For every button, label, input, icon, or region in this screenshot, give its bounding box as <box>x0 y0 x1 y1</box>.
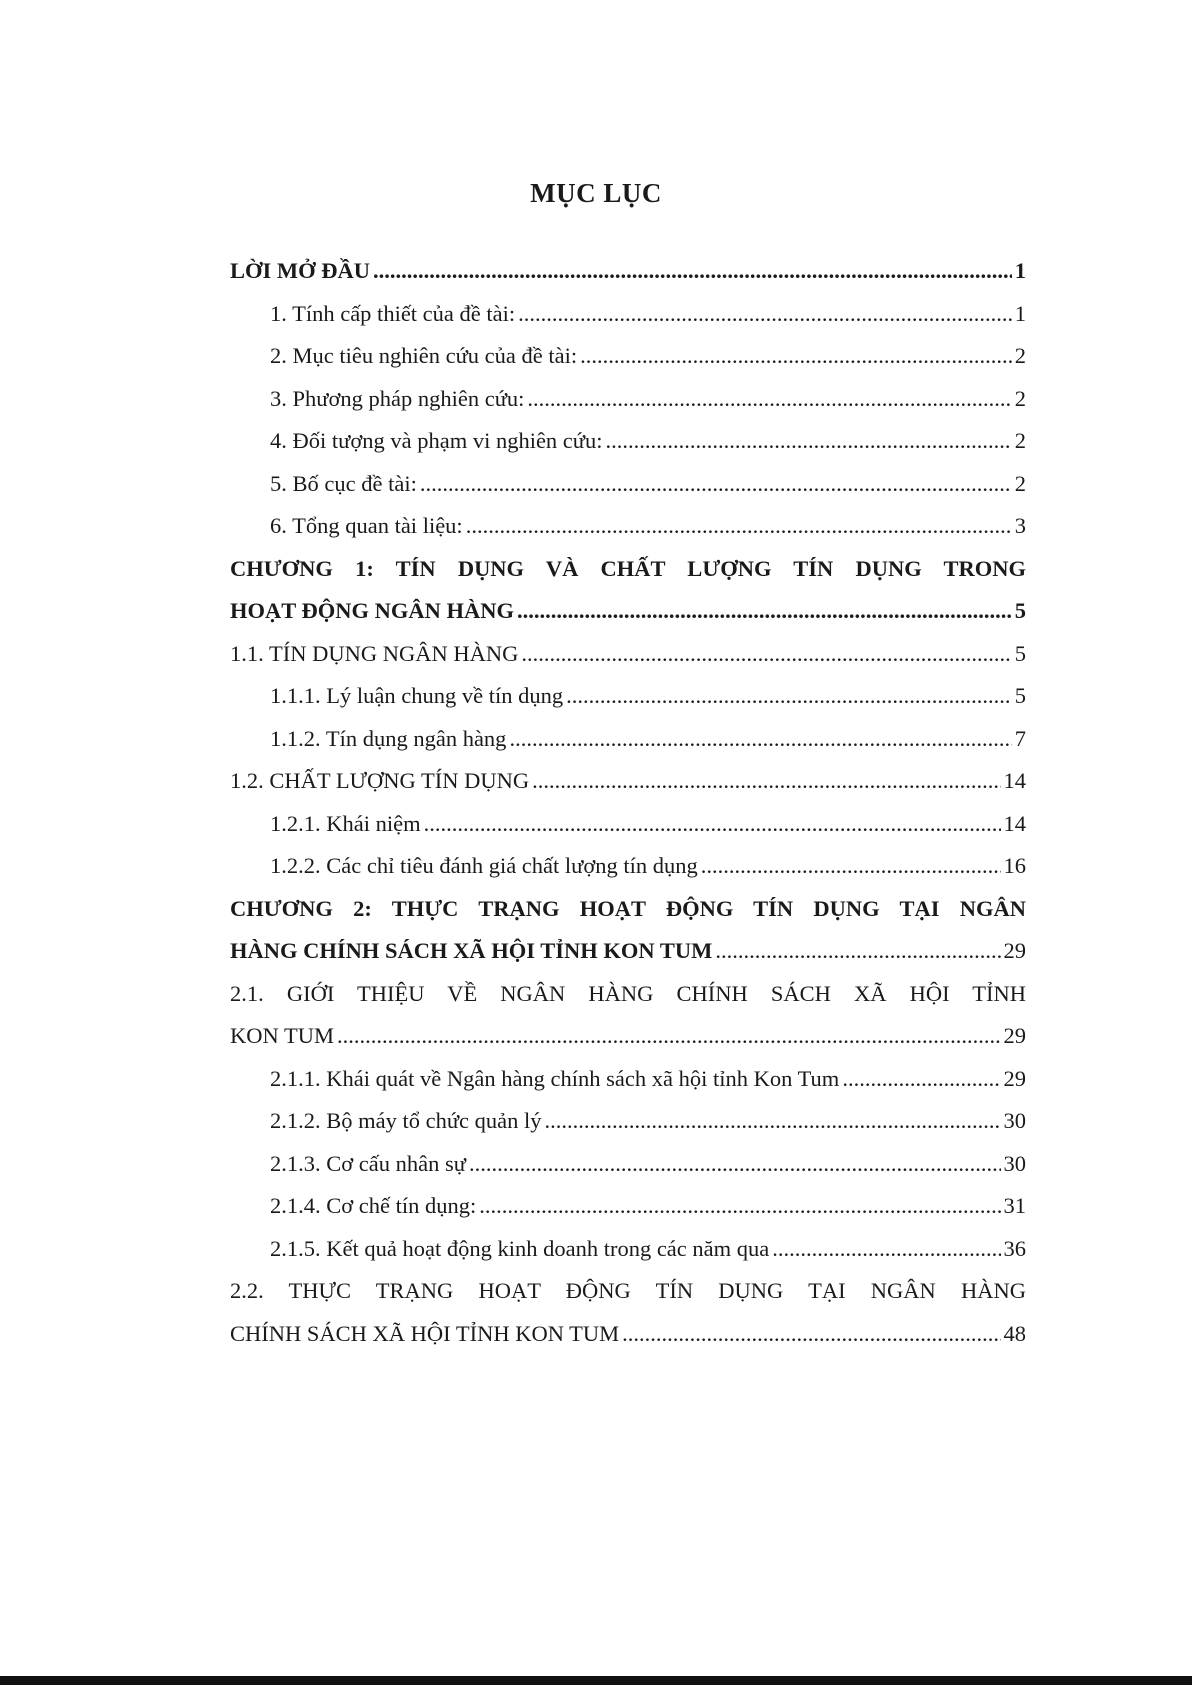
toc-entry-text: 1.1.2. Tín dụng ngân hàng <box>270 725 507 751</box>
toc-entry[interactable] <box>230 293 1026 336</box>
toc-entry-text: 2. Mục tiêu nghiên cứu của đề tài: <box>270 343 578 368</box>
toc-entry-text: 4. Đối tượng và phạm vi nghiên cứu: <box>270 428 603 453</box>
dot-leader <box>517 590 1012 633</box>
toc-page-number: 1 <box>1014 258 1026 283</box>
dot-leader <box>373 250 1012 293</box>
toc-entry[interactable] <box>230 675 1026 718</box>
toc-entry[interactable] <box>230 845 1026 888</box>
toc-entry-text: 2.1.3. Cơ cấu nhân sự <box>270 1150 466 1176</box>
toc-entry[interactable] <box>230 463 1026 506</box>
dot-leader <box>622 1313 1000 1356</box>
dot-leader <box>772 1228 1000 1271</box>
toc-entry-text: 2.1.1. Khái quát về Ngân hàng chính sách xã hội tỉnh Kon Tum <box>270 1065 840 1091</box>
toc-page-number: 2 <box>1014 470 1026 496</box>
dot-leader <box>424 803 1001 846</box>
toc-entry[interactable] <box>230 1185 1026 1228</box>
toc-entry[interactable] <box>230 760 1026 803</box>
toc-page-number: 30 <box>1003 1108 1026 1133</box>
toc-entry-text: CHÍNH SÁCH XÃ HỘI TỈNH KON TUM <box>230 1320 620 1346</box>
toc-page-number: 3 <box>1014 513 1026 538</box>
toc-page-number: 31 <box>1003 1193 1026 1218</box>
toc-entry[interactable] <box>230 505 1026 548</box>
toc-entry[interactable] <box>230 1100 1026 1143</box>
toc-page-number: 30 <box>1003 1150 1026 1176</box>
toc-entry-text: 2.1.2. Bộ máy tổ chức quản lý <box>270 1108 542 1133</box>
toc-chapter-heading-line[interactable]: CHƯƠNG 1: TÍN DỤNG VÀ CHẤT LƯỢNG TÍN DỤNG TRONG <box>230 555 1026 581</box>
toc-entry-text: 1.1.1. Lý luận chung về tín dụng <box>270 683 564 708</box>
toc-entry[interactable] <box>230 1058 1026 1101</box>
toc-page-number: 5 <box>1014 683 1026 708</box>
toc-entry-text: KON TUM <box>230 1023 334 1048</box>
toc-entry-text: 1.1. TÍN DỤNG NGÂN HÀNG <box>230 640 519 666</box>
toc-entry-text: 2.1.4. Cơ chế tín dụng: <box>270 1193 477 1218</box>
toc-page-number: 2 <box>1014 343 1026 368</box>
toc-section-heading-line[interactable]: 2.2. THỰC TRẠNG HOẠT ĐỘNG TÍN DỤNG TẠI NGÂN HÀNG <box>230 1278 1026 1303</box>
toc-entry[interactable] <box>230 378 1026 421</box>
toc-title: MỤC LỤC <box>530 178 662 208</box>
dot-leader <box>469 1143 1001 1186</box>
dot-leader <box>466 505 1012 548</box>
dot-leader <box>527 378 1011 421</box>
toc-page-number: 16 <box>1003 853 1026 878</box>
toc-page-number: 29 <box>1003 938 1026 963</box>
toc-entry-text: 2.1.5. Kết quả hoạt động kinh doanh trong các năm qua <box>270 1235 770 1261</box>
toc-entry-text: 6. Tổng quan tài liệu: <box>270 513 463 538</box>
dot-leader <box>715 930 1000 973</box>
toc-page-number: 14 <box>1003 768 1026 793</box>
dot-leader <box>566 675 1012 718</box>
table-of-contents <box>230 250 1026 1355</box>
toc-page-number: 2 <box>1014 428 1026 453</box>
toc-entry-text: HÀNG CHÍNH SÁCH XÃ HỘI TỈNH KON TUM <box>230 938 713 963</box>
toc-entry[interactable] <box>230 1143 1026 1186</box>
toc-page-number: 7 <box>1014 725 1026 751</box>
toc-entry-text: 1. Tính cấp thiết của đề tài: <box>270 300 516 326</box>
toc-entry-text: 1.2.2. Các chỉ tiêu đánh giá chất lượng tín dụng <box>270 853 698 878</box>
toc-section-heading-line[interactable]: 2.1. GIỚI THIỆU VỀ NGÂN HÀNG CHÍNH SÁCH XÃ HỘI TỈNH <box>230 980 1026 1006</box>
dot-leader <box>337 1015 1001 1058</box>
toc-entry[interactable] <box>230 930 1026 973</box>
dot-leader <box>532 760 1000 803</box>
page-bottom-edge <box>0 1676 1192 1685</box>
toc-entry[interactable] <box>230 803 1026 846</box>
toc-entry-text: 1.2.1. Khái niệm <box>270 810 421 836</box>
toc-page-number: 14 <box>1003 810 1026 836</box>
toc-entry[interactable] <box>230 250 1026 293</box>
toc-page-number: 2 <box>1014 385 1026 411</box>
toc-page-number: 5 <box>1014 598 1026 623</box>
toc-entry-text: 3. Phương pháp nghiên cứu: <box>270 385 525 411</box>
toc-page-number: 48 <box>1003 1320 1026 1346</box>
toc-entry[interactable] <box>230 1015 1026 1058</box>
toc-entry[interactable] <box>230 1313 1026 1356</box>
toc-entry-text: 5. Bố cục đề tài: <box>270 470 417 496</box>
toc-entry[interactable] <box>230 1228 1026 1271</box>
toc-entry[interactable] <box>230 420 1026 463</box>
toc-entry-text: LỜI MỞ ĐẦU <box>230 258 370 283</box>
dot-leader <box>479 1185 1000 1228</box>
dot-leader <box>518 293 1012 336</box>
dot-leader <box>606 420 1012 463</box>
dot-leader <box>545 1100 1001 1143</box>
toc-page-number: 1 <box>1014 300 1026 326</box>
dot-leader <box>580 335 1012 378</box>
toc-entry[interactable] <box>230 633 1026 676</box>
dot-leader <box>842 1058 1000 1101</box>
toc-page-number: 5 <box>1014 640 1026 666</box>
toc-chapter-heading-line[interactable]: CHƯƠNG 2: THỰC TRẠNG HOẠT ĐỘNG TÍN DỤNG TẠI NGÂN <box>230 895 1026 921</box>
dot-leader <box>521 633 1011 676</box>
toc-page-number: 29 <box>1003 1023 1026 1048</box>
toc-entry[interactable] <box>230 718 1026 761</box>
toc-entry-text: HOẠT ĐỘNG NGÂN HÀNG <box>230 598 514 623</box>
dot-leader <box>420 463 1012 506</box>
toc-page-number: 36 <box>1003 1235 1026 1261</box>
toc-entry-text: 1.2. CHẤT LƯỢNG TÍN DỤNG <box>230 768 530 793</box>
toc-entry[interactable] <box>230 590 1026 633</box>
dot-leader <box>701 845 1001 888</box>
toc-page-number: 29 <box>1003 1065 1026 1091</box>
toc-entry[interactable] <box>230 335 1026 378</box>
dot-leader <box>509 718 1011 761</box>
